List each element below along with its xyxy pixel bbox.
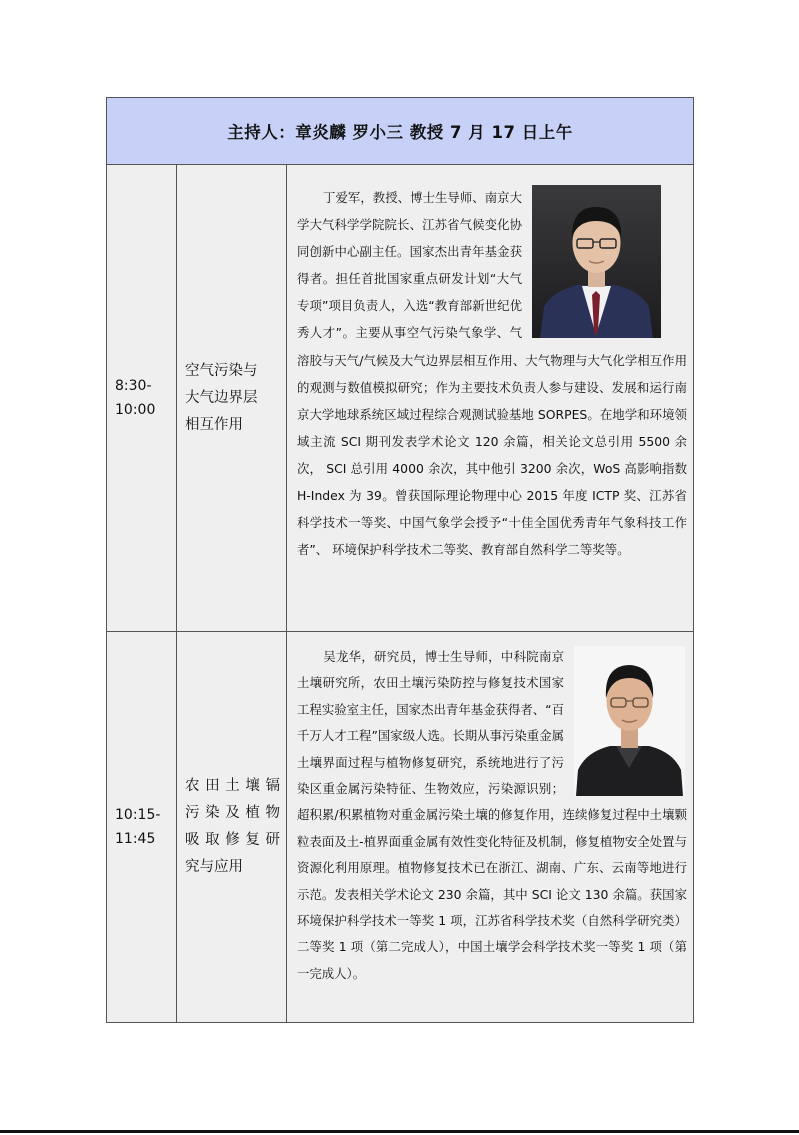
topic-line: 吸取修复研 xyxy=(185,832,280,848)
session-header: 主持人：章炎麟 罗小三 教授 7 月 17 日上午 xyxy=(107,98,694,165)
topic-line: 大气边界层 xyxy=(185,389,258,406)
bio-cell xyxy=(287,165,694,632)
schedule-table xyxy=(106,97,694,1023)
time-start: 8:30- xyxy=(115,378,152,394)
table-row xyxy=(107,632,694,1023)
time-cell xyxy=(107,632,177,1023)
speaker-bio: 吴龙华，研究员，博士生导师，中科院南京土壤研究所，农田土壤污染防控与修复技术国家工程实验室主任，国家杰出青年基金获得者、“百千万人才工程”国家级人选。长期从事污染重金属土壤界面过程与植物修复研究，系统地进行了污染区重金属污染特征、生物效应，污染源识别；超积累/积累植物对重金属污染土壤的修复作用，连续修复过程中土壤颗粒表面及土-植界面重金属有效性变化特征及机制，修复植物安全处置与资源化利用原理。植物修复技术已在浙江、湖南、广东、云南等地进行示范。发表相关学术论文 230 余篇，其中 SCI 论文 130 余篇。获国家环境保护科学技术一等奖 1 项，江苏省科学技术奖（自然科学研究类）二等奖 1 项（第二完成人），中国土壤学会科学技术奖一等奖 1 项（第一完成人）。 xyxy=(297,649,688,981)
time-end: 10:00 xyxy=(115,402,156,418)
time-end: 11:45 xyxy=(115,831,156,847)
topic-line: 空气污染与 xyxy=(185,362,258,379)
table-row xyxy=(107,165,694,632)
speaker-portrait-photo xyxy=(532,185,661,338)
speaker-bio: 丁爱军，教授、博士生导师、南京大学大气科学学院院长、江苏省气候变化协同创新中心副主任。国家杰出青年基金获得者。担任首批国家重点研发计划“大气专项”项目负责人，入选“教育部新世纪优秀人才”。主要从事空气污染气象学、气溶胶与天气/气候及大气边界层相互作用、大气物理与大气化学相互作用的观测与数值模拟研究；作为主要技术负责人参与建设、发展和运行南京大学地球系统区域过程综合观测试验基地 SORPES。在地学和环境领域主流 SCI 期刊发表学术论文 120 余篇，相关论文总引用 5500 余次， SCI 总引用 4000 余次，其中他引 3200 余次，WoS 高影响指数 H-Index 为 39。曾获国际理论物理中心 2015 年度 ICTP 奖、江苏省科学技术一等奖、中国气象学会授予“十佳全国优秀青年气象科技工作者”、 环境保护科学技术二等奖、教育部自然科学二等奖等。 xyxy=(297,190,688,558)
topic-line: 究与应用 xyxy=(185,859,243,875)
header-row xyxy=(107,98,694,165)
topic-cell xyxy=(177,632,287,1023)
speaker-portrait-photo xyxy=(574,646,685,796)
time-cell xyxy=(107,165,177,632)
page-bottom-rule xyxy=(0,1130,799,1133)
topic-line: 农田土壤镉 xyxy=(185,778,280,794)
topic-cell xyxy=(177,165,287,632)
topic-line: 相互作用 xyxy=(185,416,243,433)
topic-line: 污染及植物 xyxy=(185,805,280,821)
time-start: 10:15- xyxy=(115,807,161,823)
bio-cell xyxy=(287,632,694,1023)
